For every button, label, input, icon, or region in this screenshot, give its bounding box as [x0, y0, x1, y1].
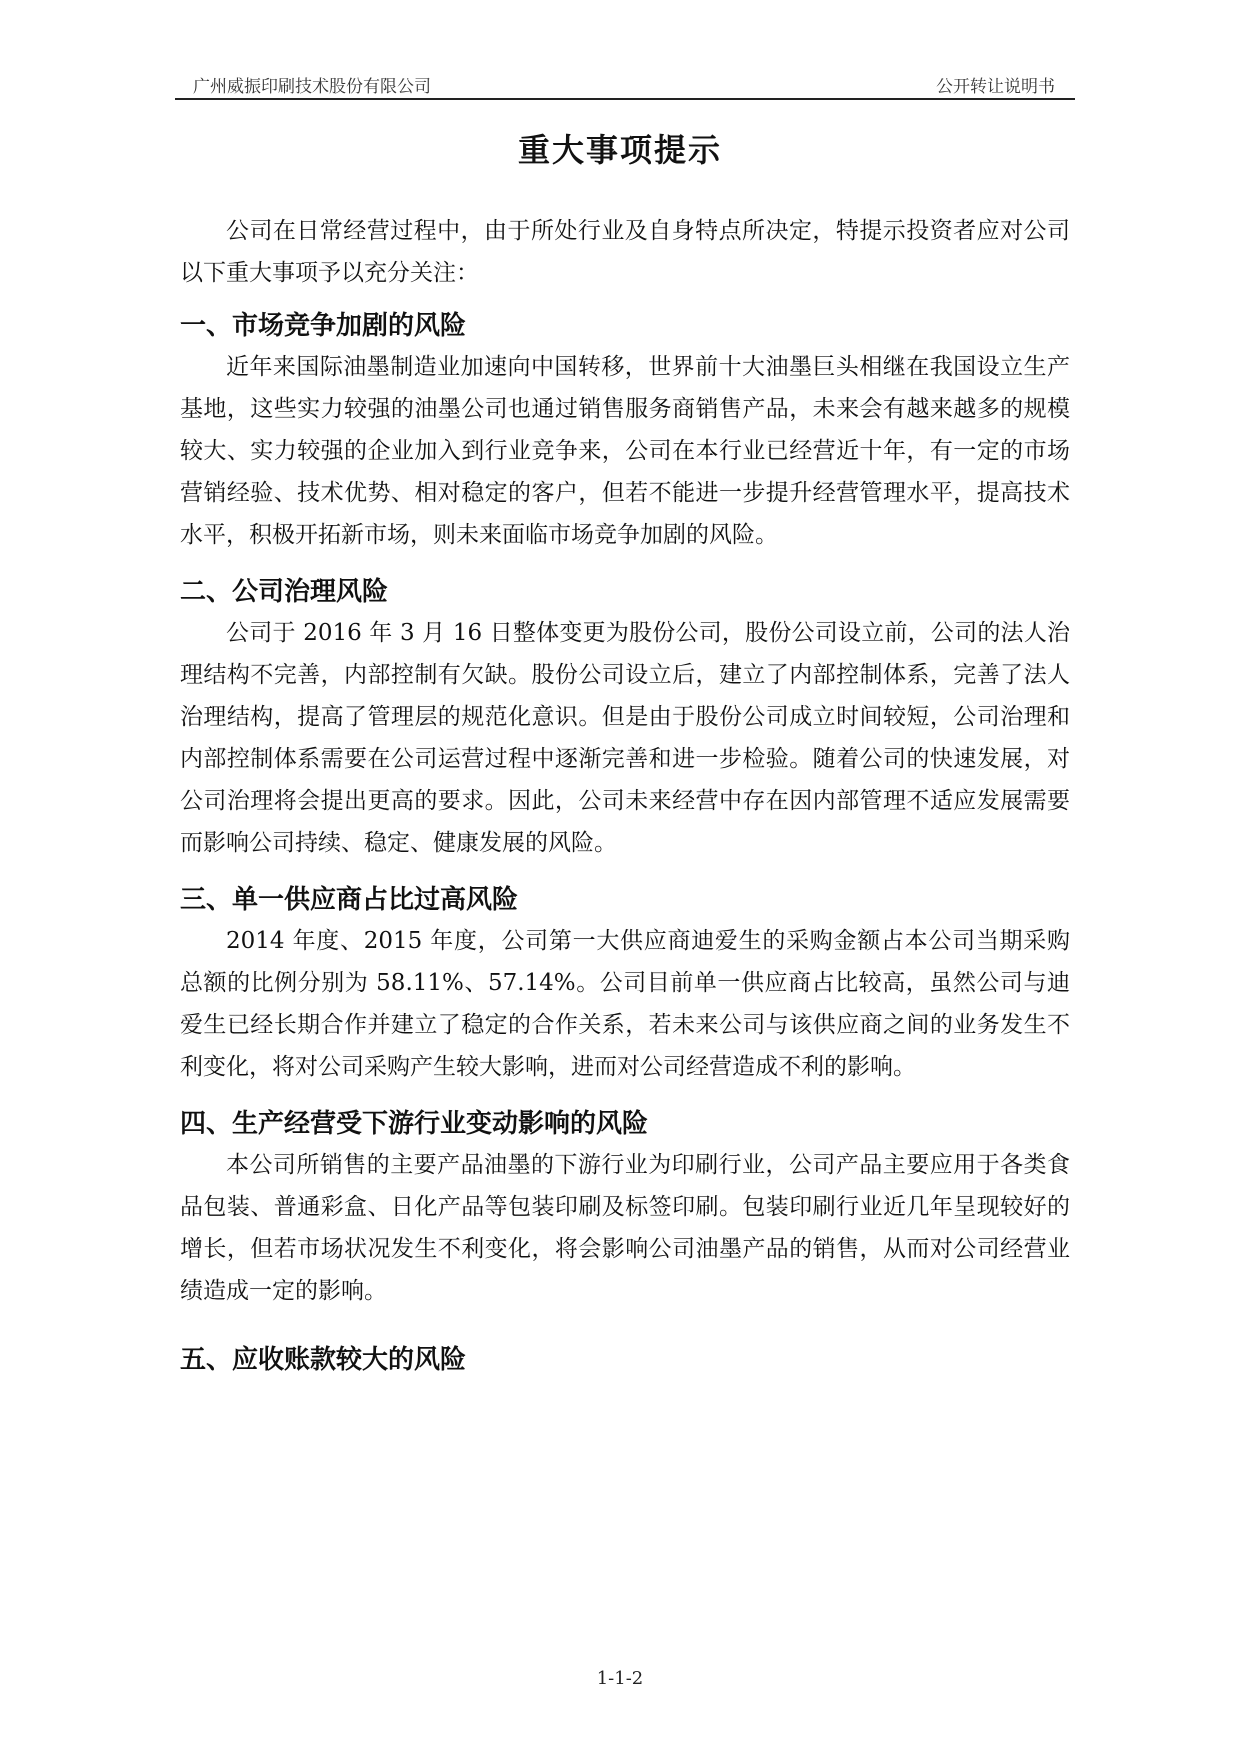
section-heading-2: 二、公司治理风险	[180, 577, 389, 607]
page-title: 重大事项提示	[517, 131, 722, 169]
section-heading-3: 三、单一供应商占比过高风险	[180, 885, 519, 915]
document-body	[180, 210, 1070, 1380]
section-heading-5: 五、应收账款较大的风险	[180, 1345, 467, 1375]
intro-paragraph: 公司在日常经营过程中，由于所处行业及自身特点所决定，特提示投资者应对公司以下重大事项予以充分关注：	[180, 218, 1070, 286]
header-document-type: 公开转让说明书	[936, 77, 1055, 97]
section-heading-4: 四、生产经营受下游行业变动影响的风险	[180, 1109, 649, 1139]
section-body-3: 2014 年度、2015 年度，公司第一大供应商迪爱生的采购金额占本公司当期采购总额的比例分别为 58.11%、57.14%。公司目前单一供应商占比较高，虽然公司与迪爱生已经长期合作并建立了稳定的合作关系，若未来公司与该供应商之间的业务发生不利变化，将对公司采购产生较大影响，进而对公司经营造成不利的影响。	[180, 928, 1070, 1080]
page-number: 1-1-2	[596, 1668, 644, 1689]
page-header	[175, 68, 1075, 100]
section-body-4: 本公司所销售的主要产品油墨的下游行业为印刷行业，公司产品主要应用于各类食品包装、普通彩盒、日化产品等包装印刷及标签印刷。包装印刷行业近几年呈现较好的增长，但若市场状况发生不利变化，将会影响公司油墨产品的销售，从而对公司经营业绩造成一定的影响。	[180, 1152, 1070, 1304]
header-company-name: 广州威振印刷技术股份有限公司	[193, 77, 431, 97]
section-heading-1: 一、市场竞争加剧的风险	[180, 311, 467, 341]
section-body-2: 公司于 2016 年 3 月 16 日整体变更为股份公司，股份公司设立前，公司的法人治理结构不完善，内部控制有欠缺。股份公司设立后，建立了内部控制体系，完善了法人治理结构，提高了管理层的规范化意识。但是由于股份公司成立时间较短，公司治理和内部控制体系需要在公司运营过程中逐渐完善和进一步检验。随着公司的快速发展，对公司治理将会提出更高的要求。因此，公司未来经营中存在因内部管理不适应发展需要而影响公司持续、稳定、健康发展的风险。	[180, 620, 1070, 856]
section-body-1: 近年来国际油墨制造业加速向中国转移，世界前十大油墨巨头相继在我国设立生产基地，这些实力较强的油墨公司也通过销售服务商销售产品，未来会有越来越多的规模较大、实力较强的企业加入到行业竞争来，公司在本行业已经营近十年，有一定的市场营销经验、技术优势、相对稳定的客户，但若不能进一步提升经营管理水平，提高技术水平，积极开拓新市场，则未来面临市场竞争加剧的风险。	[180, 354, 1070, 548]
